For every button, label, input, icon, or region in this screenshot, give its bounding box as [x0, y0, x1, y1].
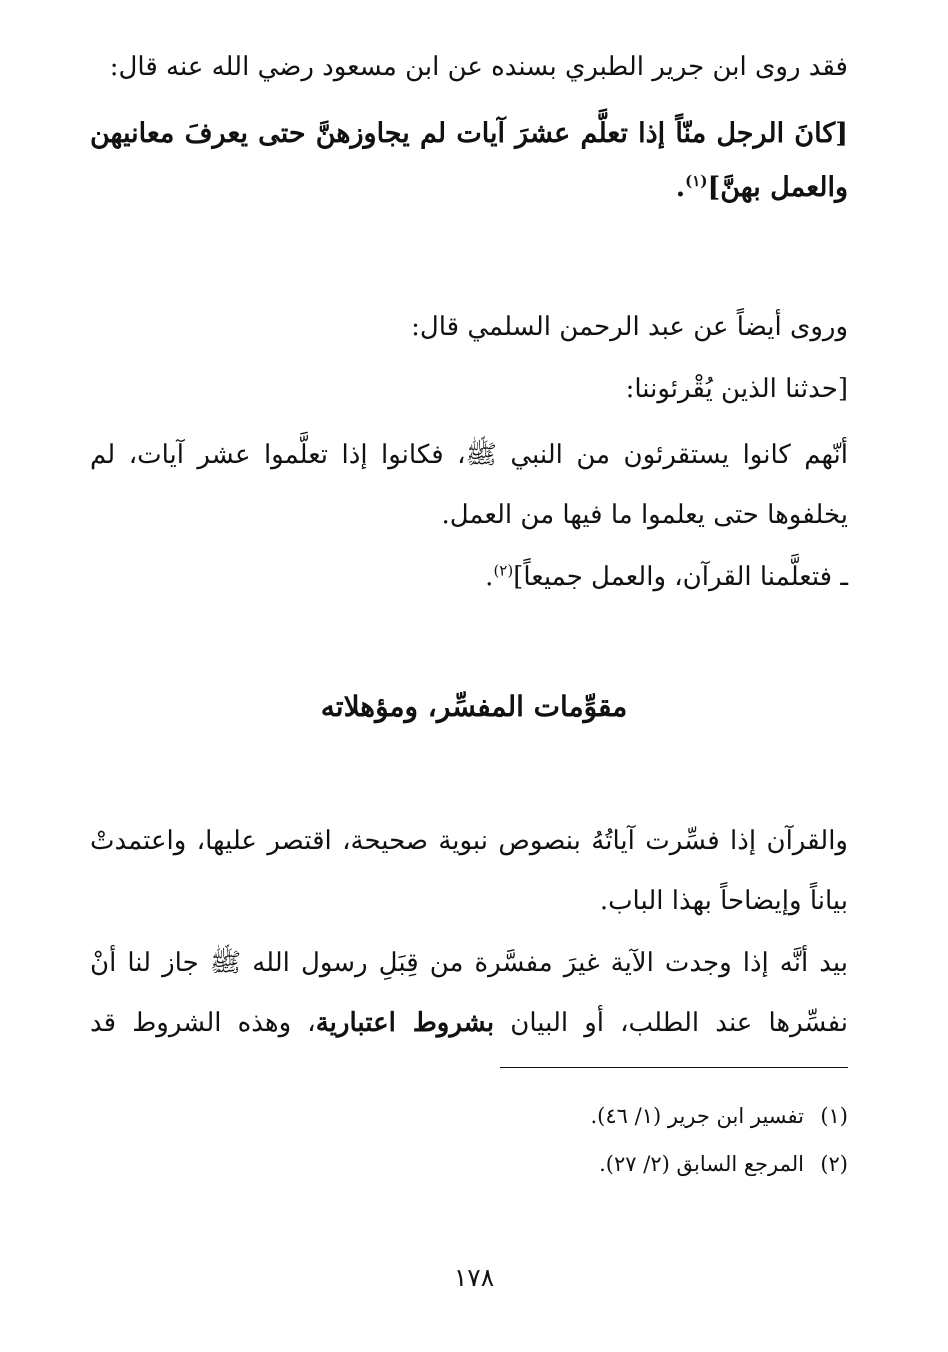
quote1-text: والعمل بهنَّ]: [707, 172, 848, 203]
para1-line1: فقد روى ابن جرير الطبري بسنده عن ابن مسعود رضي الله عنه قال:: [109, 52, 848, 82]
footnote-1-text: تفسير ابن جرير (١/ ٤٦).: [590, 1104, 804, 1128]
quote1-line2: [90, 172, 848, 204]
footnote-2: [90, 1152, 848, 1176]
section-heading: مقوِّمات المفسِّر، ومؤهلاته: [320, 690, 628, 723]
para3-line4: [90, 1008, 848, 1039]
para2-line1: وروى أيضاً عن عبد الرحمن السلمي قال:: [411, 312, 848, 342]
para2-line5: [90, 562, 848, 593]
quote2-text: ـ فتعلَّمنا القرآن، والعمل جميعاً]: [513, 562, 848, 592]
para3-line3: بيد أنَّه إذا وجدت الآية غيرَ مفسَّرة من قِبَلِ رسول الله ﷺ جاز لنا أنْ: [90, 948, 848, 978]
quote2-end: .: [485, 562, 494, 592]
para3-line1: والقرآن إذا فسِّرت آياتُهُ بنصوص نبوية صحيحة، اقتصر عليها، واعتمدتْ: [90, 826, 848, 856]
quote1-end: .: [675, 172, 686, 203]
footnote-2-text: المرجع السابق (٢/ ٢٧).: [599, 1152, 804, 1176]
para3-line2: بياناً وإيضاحاً بهذا الباب.: [599, 886, 848, 916]
para2-line4: يخلفوها حتى يعلموا ما فيها من العمل.: [441, 500, 848, 530]
para3-line4-start: نفسِّرها عند الطلب، أو البيان: [510, 1008, 849, 1038]
footnote-1-number: (١): [820, 1104, 848, 1128]
para3-line4-bold: بشروط اعتبارية: [315, 1008, 495, 1038]
footnote-separator: [500, 1067, 848, 1068]
para3-line4-end: ، وهذه الشروط قد: [90, 1008, 316, 1038]
footnote-1: [90, 1104, 848, 1128]
quote1-line1: [كانَ الرجل منّاً إذا تعلَّم عشرَ آيات لم يجاوزهنَّ حتى يعرفَ معانيهن: [90, 118, 848, 149]
footnote-2-number: (٢): [820, 1152, 848, 1176]
footnote-ref-2: (٢): [493, 561, 514, 580]
para2-line2: [حدثنا الذين يُقْرئوننا:: [625, 374, 848, 404]
page-number: ١٧٨: [453, 1263, 495, 1292]
footnote-ref-1: (١): [685, 172, 708, 190]
para2-line3: أنّهم كانوا يستقرئون من النبي ﷺ، فكانوا إذا تعلَّموا عشر آيات، لم: [90, 440, 848, 470]
